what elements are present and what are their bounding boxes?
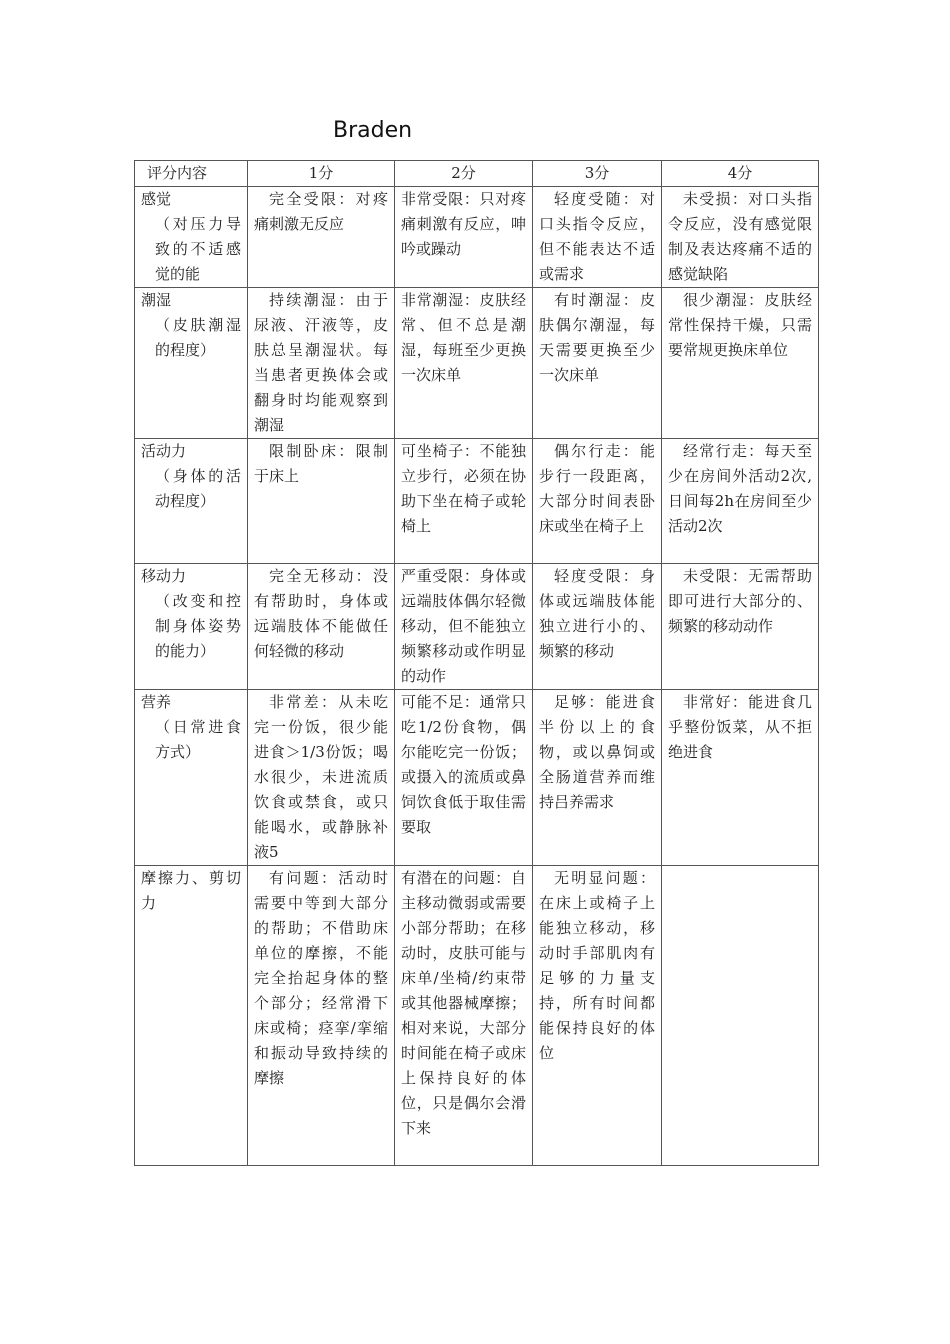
score-2-cell: 非常受限：只对疼痛刺激有反应，呻吟或躁动	[395, 187, 533, 288]
score-2-cell: 可坐椅子：不能独立步行，必须在协助下坐在椅子或轮椅上	[395, 439, 533, 564]
category-name: 感觉	[141, 190, 172, 208]
score-4-cell	[662, 866, 819, 1166]
header-score-3: 3分	[533, 161, 662, 187]
score-3-cell: 轻度受限：身体或远端肢体能独立进行小的、频繁的移动	[533, 564, 662, 690]
score-1-cell: 限制卧床：限制于床上	[248, 439, 395, 564]
score-2-cell: 有潜在的问题：自主移动微弱或需要小部分帮助；在移动时，皮肤可能与床单/坐椅/约束带或其他器械摩擦；相对来说，大部分时间能在椅子或床上保持良好的体位，只是偶尔会滑下来	[395, 866, 533, 1166]
score-3-cell: 足够：能进食半份以上的食物，或以鼻饲或全肠道营养而维持吕养需求	[533, 690, 662, 866]
table-row	[135, 866, 819, 1166]
category-desc: （皮肤潮湿的程度）	[155, 316, 241, 359]
table-row	[135, 690, 819, 866]
header-score-1: 1分	[248, 161, 395, 187]
category-desc: （身体的活动程度）	[155, 467, 241, 510]
score-4-cell: 经常行走：每天至少在房间外活动2次, 日间每2h在房间至少活动2次	[662, 439, 819, 564]
score-4-cell: 非常好：能进食几乎整份饭菜，从不拒绝进食	[662, 690, 819, 866]
score-4-cell: 未受限：无需帮助即可进行大部分的、频繁的移动动作	[662, 564, 819, 690]
row-category	[135, 866, 248, 1166]
category-name: 活动力	[141, 442, 187, 460]
score-1-cell: 非常差：从未吃完一份饭，很少能进食＞1/3份饭；喝水很少，未进流质饮食或禁食，或只能喝水，或静脉补液5	[248, 690, 395, 866]
score-1-cell: 完全无移动：没有帮助时，身体或远端肢体不能做任何轻微的移动	[248, 564, 395, 690]
header-item: 评分内容	[135, 161, 248, 187]
category-desc: （日常进食方式）	[155, 718, 241, 761]
braden-scale-table	[134, 160, 819, 1166]
score-3-cell: 偶尔行走：能步行一段距离，大部分时间表卧床或坐在椅子上	[533, 439, 662, 564]
table-row	[135, 564, 819, 690]
score-2-cell: 可能不足：通常只吃1/2份食物，偶尔能吃完一份饭；或摄入的流质或鼻饲饮食低于取佳需要取	[395, 690, 533, 866]
category-name: 移动力	[141, 567, 187, 585]
score-2-cell: 非常潮湿：皮肤经常、但不总是潮湿，每班至少更换一次床单	[395, 288, 533, 439]
score-1-cell: 持续潮湿：由于尿液、汗液等，皮肤总呈潮湿状。每当患者更换体会或翻身时均能观察到潮湿	[248, 288, 395, 439]
score-3-cell: 有时潮湿：皮肤偶尔潮湿，每天需要更换至少一次床单	[533, 288, 662, 439]
table-header-row	[135, 161, 819, 187]
table-row	[135, 439, 819, 564]
page-title: Braden	[333, 118, 413, 143]
category-name: 营养	[141, 693, 172, 711]
score-3-cell: 轻度受随：对口头指令反应，但不能表达不适或需求	[533, 187, 662, 288]
row-category	[135, 187, 248, 288]
table-row	[135, 288, 819, 439]
score-3-cell: 无明显问题：在床上或椅子上能独立移动，移动时手部肌肉有足够的力量支持，所有时间都能保持良好的体位	[533, 866, 662, 1166]
row-category	[135, 288, 248, 439]
score-2-cell: 严重受限：身体或远端肢体偶尔轻微移动，但不能独立频繁移动或作明显的动作	[395, 564, 533, 690]
table-row	[135, 187, 819, 288]
score-1-cell: 完全受限：对疼痛刺激无反应	[248, 187, 395, 288]
category-name: 潮湿	[141, 291, 172, 309]
category-desc: （对压力导致的不适感觉的能	[155, 215, 241, 283]
score-4-cell: 很少潮湿：皮肤经常性保持干燥，只需要常规更换床单位	[662, 288, 819, 439]
score-4-cell: 未受损：对口头指令反应，没有感觉限制及表达疼痛不适的感觉缺陷	[662, 187, 819, 288]
category-name: 摩擦力、剪切力	[141, 869, 241, 912]
header-score-4: 4分	[662, 161, 819, 187]
row-category	[135, 564, 248, 690]
category-desc: （改变和控制身体姿势的能力）	[155, 592, 241, 660]
header-score-2: 2分	[395, 161, 533, 187]
score-1-cell: 有问题：活动时需要中等到大部分的帮助；不借助床单位的摩擦，不能完全抬起身体的整个部分；经常滑下床或椅；痉挛/挛缩和振动导致持续的摩擦	[248, 866, 395, 1166]
row-category	[135, 439, 248, 564]
row-category	[135, 690, 248, 866]
